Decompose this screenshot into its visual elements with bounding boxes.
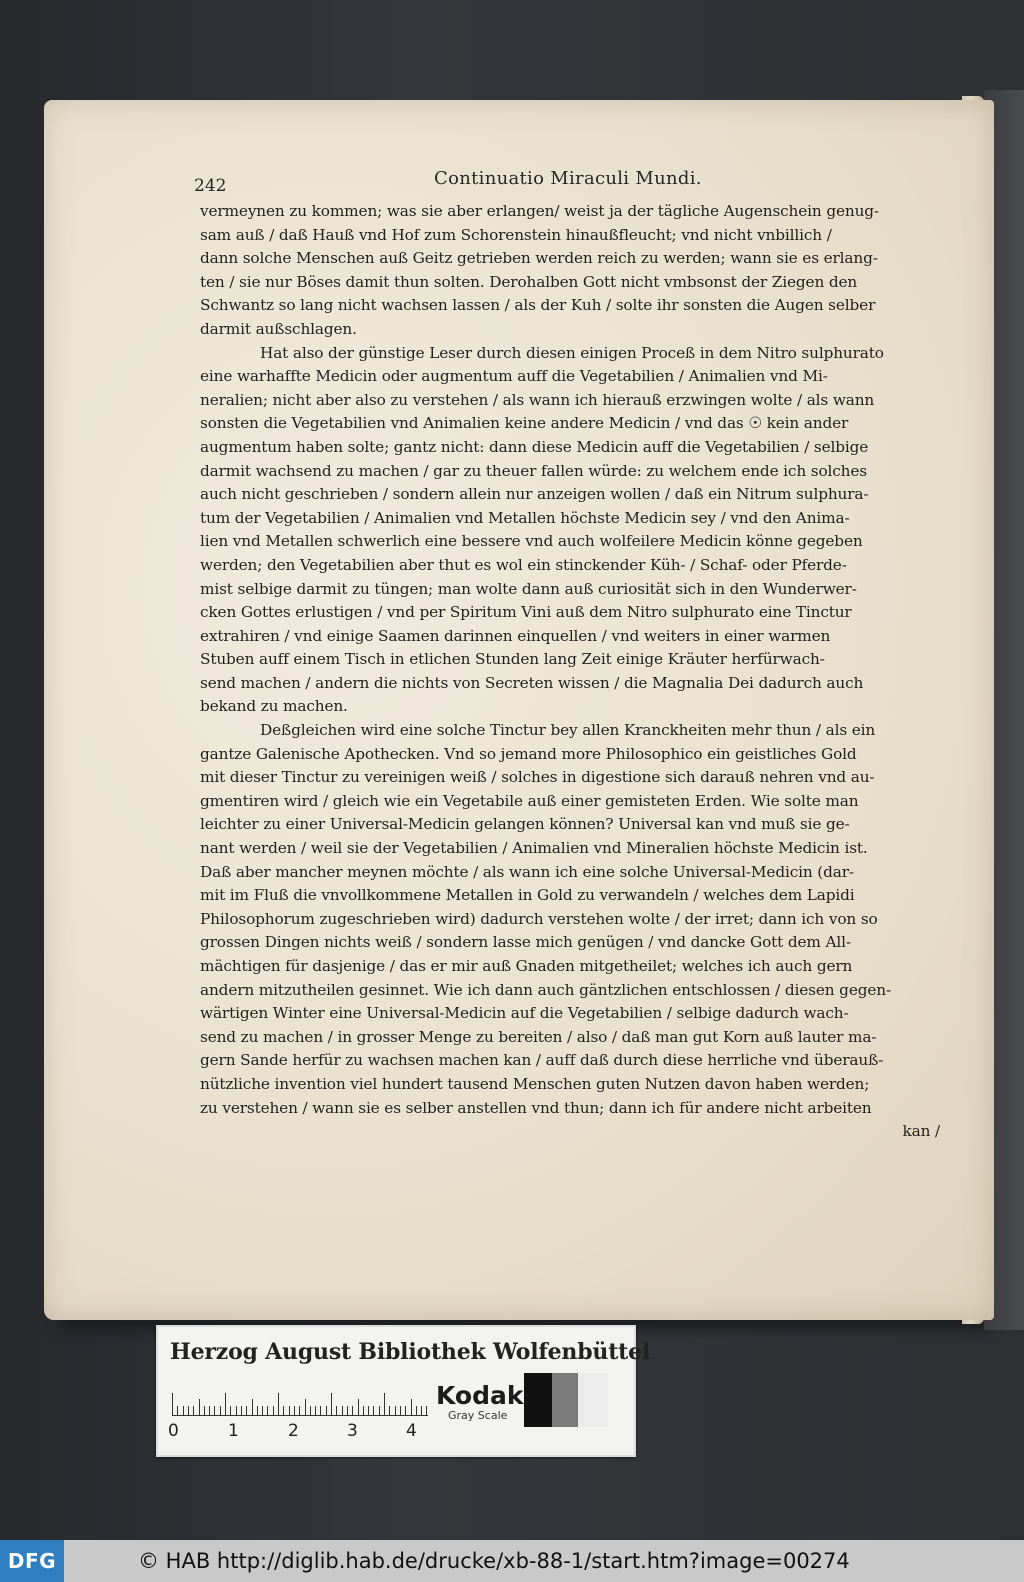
- text-line: darmit außschlagen.: [200, 319, 357, 338]
- text-line: Schwantz so lang nicht wachsen lassen / als der Kuh / solte ihr sonsten die Augen selber: [200, 296, 876, 315]
- ruler-tick: [405, 1406, 406, 1415]
- ruler-tick: [236, 1406, 237, 1415]
- ruler-tick: [283, 1406, 284, 1415]
- text-line: zu verstehen / wann sie es selber anstellen vnd thun; dann ich für andere nicht arbeiten: [200, 1098, 872, 1117]
- gray-swatch-mid: [552, 1373, 578, 1427]
- text-line: dann solche Menschen auß Geitz getrieben werden reich zu werden; wann sie es erlang-: [200, 249, 878, 268]
- text-line: mit dieser Tinctur zu vereinigen weiß / solches in digestione sich darauß nehren vnd au-: [200, 768, 875, 787]
- text-line: sam auß / daß Hauß vnd Hof zum Schorenstein hinaußfleucht; vnd nicht vnbillich /: [200, 225, 832, 244]
- ruler-tick: [230, 1406, 231, 1415]
- ruler-tick: [257, 1406, 258, 1415]
- text-line: Deßgleichen wird eine solche Tinctur bey allen Kranckheiten mehr thun / als ein: [260, 721, 876, 740]
- text-line: gmentiren wird / gleich wie ein Vegetabile auß einer gemisteten Erden. Wie solte man: [200, 791, 859, 810]
- page-body-text: [200, 200, 940, 1144]
- text-line: gantze Galenische Apothecken. Vnd so jemand more Philosophico ein geistliches Gold: [200, 744, 857, 763]
- ruler-tick: [241, 1406, 242, 1415]
- text-line: kan /: [902, 1122, 940, 1141]
- text-line: tum der Vegetabilien / Animalien vnd Metallen höchste Medicin sey / vnd den Anima-: [200, 508, 850, 527]
- ruler-tick: [310, 1406, 311, 1415]
- text-line: Daß aber mancher meynen möchte / als wann ich eine solche Universal-Medicin (dar-: [200, 862, 854, 881]
- running-title: Continuatio Miraculi Mundi.: [434, 168, 702, 189]
- text-line: augmentum haben solte; gantz nicht: dann diese Medicin auff die Vegetabilien / selbige: [200, 437, 869, 456]
- text-line: extrahiren / vnd einige Saamen darinnen einquellen / vnd weiters in einer warmen: [200, 626, 831, 645]
- ruler-tick: [209, 1406, 210, 1415]
- ruler-tick: [421, 1406, 422, 1415]
- ruler-tick: [400, 1406, 401, 1415]
- ruler-tick: [379, 1406, 380, 1415]
- ruler-tick: [225, 1393, 226, 1415]
- page-number: 242: [194, 176, 227, 196]
- ruler-tick: [363, 1406, 364, 1415]
- ruler-tick: [426, 1406, 427, 1415]
- text-line: leichter zu einer Universal-Medicin gelangen können? Universal kan vnd muß sie ge-: [200, 815, 850, 834]
- text-line: Hat also der günstige Leser durch diesen einigen Proceß in dem Nitro sulphurato: [260, 343, 884, 362]
- ruler-tick: [177, 1406, 178, 1415]
- ruler-tick: [373, 1406, 374, 1415]
- ruler-tick: [220, 1406, 221, 1415]
- ruler-tick: [289, 1406, 290, 1415]
- ruler-tick: [326, 1406, 327, 1415]
- text-line: mit im Fluß die vnvollkommene Metallen in Gold zu verwandeln / welches dem Lapidi: [200, 886, 855, 905]
- copyright-link[interactable]: © HAB http://diglib.hab.de/drucke/xb-88-1/start.htm?image=00274: [138, 1549, 850, 1573]
- ruler-number: 4: [406, 1421, 417, 1441]
- gray-scale-label: Gray Scale: [448, 1409, 508, 1422]
- ruler-tick: [305, 1399, 306, 1415]
- page-header: [150, 162, 940, 196]
- ruler-tick: [204, 1406, 205, 1415]
- text-line: neralien; nicht aber also zu verstehen / als wann ich hierauß erzwingen wolte / als wann: [200, 390, 875, 409]
- ruler-tick: [389, 1406, 390, 1415]
- gray-swatch-black: [524, 1373, 552, 1427]
- ruler-tick: [416, 1406, 417, 1415]
- dfg-logo: DFG: [0, 1540, 64, 1582]
- ruler-tick: [278, 1393, 279, 1415]
- ruler-number: 3: [347, 1421, 358, 1441]
- footer-bar: [0, 1540, 1024, 1582]
- ruler-tick: [411, 1399, 412, 1415]
- gray-swatch-white: [578, 1373, 608, 1427]
- ruler-tick: [342, 1406, 343, 1415]
- library-name: Herzog August Bibliothek Wolfenbüttel: [170, 1339, 651, 1365]
- ruler-tick: [384, 1393, 385, 1415]
- text-line: sonsten die Vegetabilien vnd Animalien keine andere Medicin / vnd das ☉ kein ander: [200, 414, 849, 433]
- ruler-tick: [331, 1393, 332, 1415]
- text-line: auch nicht geschrieben / sondern allein nur anzeigen wollen / daß ein Nitrum sulphura-: [200, 485, 869, 504]
- ruler-tick: [183, 1406, 184, 1415]
- ruler-number: 0: [168, 1421, 179, 1441]
- text-line: send machen / andern die nichts von Secreten wissen / die Magnalia Dei dadurch auch: [200, 673, 864, 692]
- ruler-tick: [252, 1399, 253, 1415]
- ruler-tick: [352, 1406, 353, 1415]
- text-line: wärtigen Winter eine Universal-Medicin auf die Vegetabilien / selbige dadurch wach-: [200, 1004, 849, 1023]
- kodak-brand: Kodak: [436, 1381, 524, 1410]
- text-line: lien vnd Metallen schwerlich eine bessere vnd auch wolfeilere Medicin könne gegeben: [200, 532, 863, 551]
- text-line: eine warhaffte Medicin oder augmentum auff die Vegetabilien / Animalien vnd Mi-: [200, 367, 828, 386]
- text-line: werden; den Vegetabilien aber thut es wol ein stinckender Küh- / Schaf- oder Pferde-: [200, 555, 847, 574]
- text-line: vermeynen zu kommen; was sie aber erlangen/ weist ja der tägliche Augenschein genug-: [200, 202, 879, 220]
- text-line: cken Gottes erlustigen / vnd per Spiritum Vini auß dem Nitro sulphurato eine Tinctur: [200, 603, 852, 622]
- text-line: mist selbige darmit zu tüngen; man wolte dann auß curiosität sich in den Wunderwer-: [200, 579, 857, 598]
- ruler-number: 2: [288, 1421, 299, 1441]
- text-line: bekand zu machen.: [200, 697, 348, 716]
- ruler-tick: [336, 1406, 337, 1415]
- ruler-tick: [347, 1406, 348, 1415]
- ruler-tick: [315, 1406, 316, 1415]
- text-line: nant werden / weil sie der Vegetabilien / Animalien vnd Mineralien höchste Medicin ist.: [200, 839, 868, 858]
- text-line: grossen Dingen nichts weiß / sondern lasse mich genügen / vnd dancke Gott dem All-: [200, 933, 851, 952]
- ruler-tick: [320, 1406, 321, 1415]
- text-line: gern Sande herfür zu wachsen machen kan / auff daß durch diese herrliche vnd überauß-: [200, 1051, 884, 1070]
- ruler-tick: [172, 1393, 173, 1415]
- ruler-tick: [193, 1406, 194, 1415]
- text-line: Philosophorum zugeschrieben wird) dadurch verstehen wolte / der irret; dann ich von so: [200, 909, 878, 928]
- ruler-tick: [188, 1406, 189, 1415]
- text-line: ten / sie nur Böses damit thun solten. Derohalben Gott nicht vmbsonst der Ziegen den: [200, 272, 858, 291]
- text-line: Stuben auff einem Tisch in etlichen Stunden lang Zeit einige Kräuter herfürwach-: [200, 650, 825, 669]
- ruler-tick: [246, 1406, 247, 1415]
- ruler-number: 1: [228, 1421, 239, 1441]
- ruler-tick: [267, 1406, 268, 1415]
- text-line: mächtigen für dasjenige / das er mir auß Gnaden mitgetheilet; welches ich auch gern: [200, 957, 853, 975]
- color-calibration-card: [156, 1325, 651, 1457]
- text-line: send zu machen / in grosser Menge zu bereiten / also / daß man gut Korn auß lauter ma-: [200, 1027, 877, 1046]
- ruler-tick: [294, 1406, 295, 1415]
- ruler-tick: [358, 1399, 359, 1415]
- ruler-tick: [199, 1399, 200, 1415]
- text-line: nützliche invention viel hundert tausend Menschen guten Nutzen davon haben werden;: [200, 1074, 870, 1093]
- text-line: darmit wachsend zu machen / gar zu theuer fallen würde: zu welchem ende ich solches: [200, 461, 867, 480]
- ruler-tick: [214, 1406, 215, 1415]
- text-line: andern mitzutheilen gesinnet. Wie ich dann auch gäntzlichen entschlossen / diesen gegen-: [200, 980, 891, 999]
- measurement-ruler: [172, 1385, 428, 1416]
- ruler-tick: [368, 1406, 369, 1415]
- ruler-tick: [299, 1406, 300, 1415]
- ruler-tick: [262, 1406, 263, 1415]
- ruler-tick: [273, 1406, 274, 1415]
- ruler-tick: [395, 1406, 396, 1415]
